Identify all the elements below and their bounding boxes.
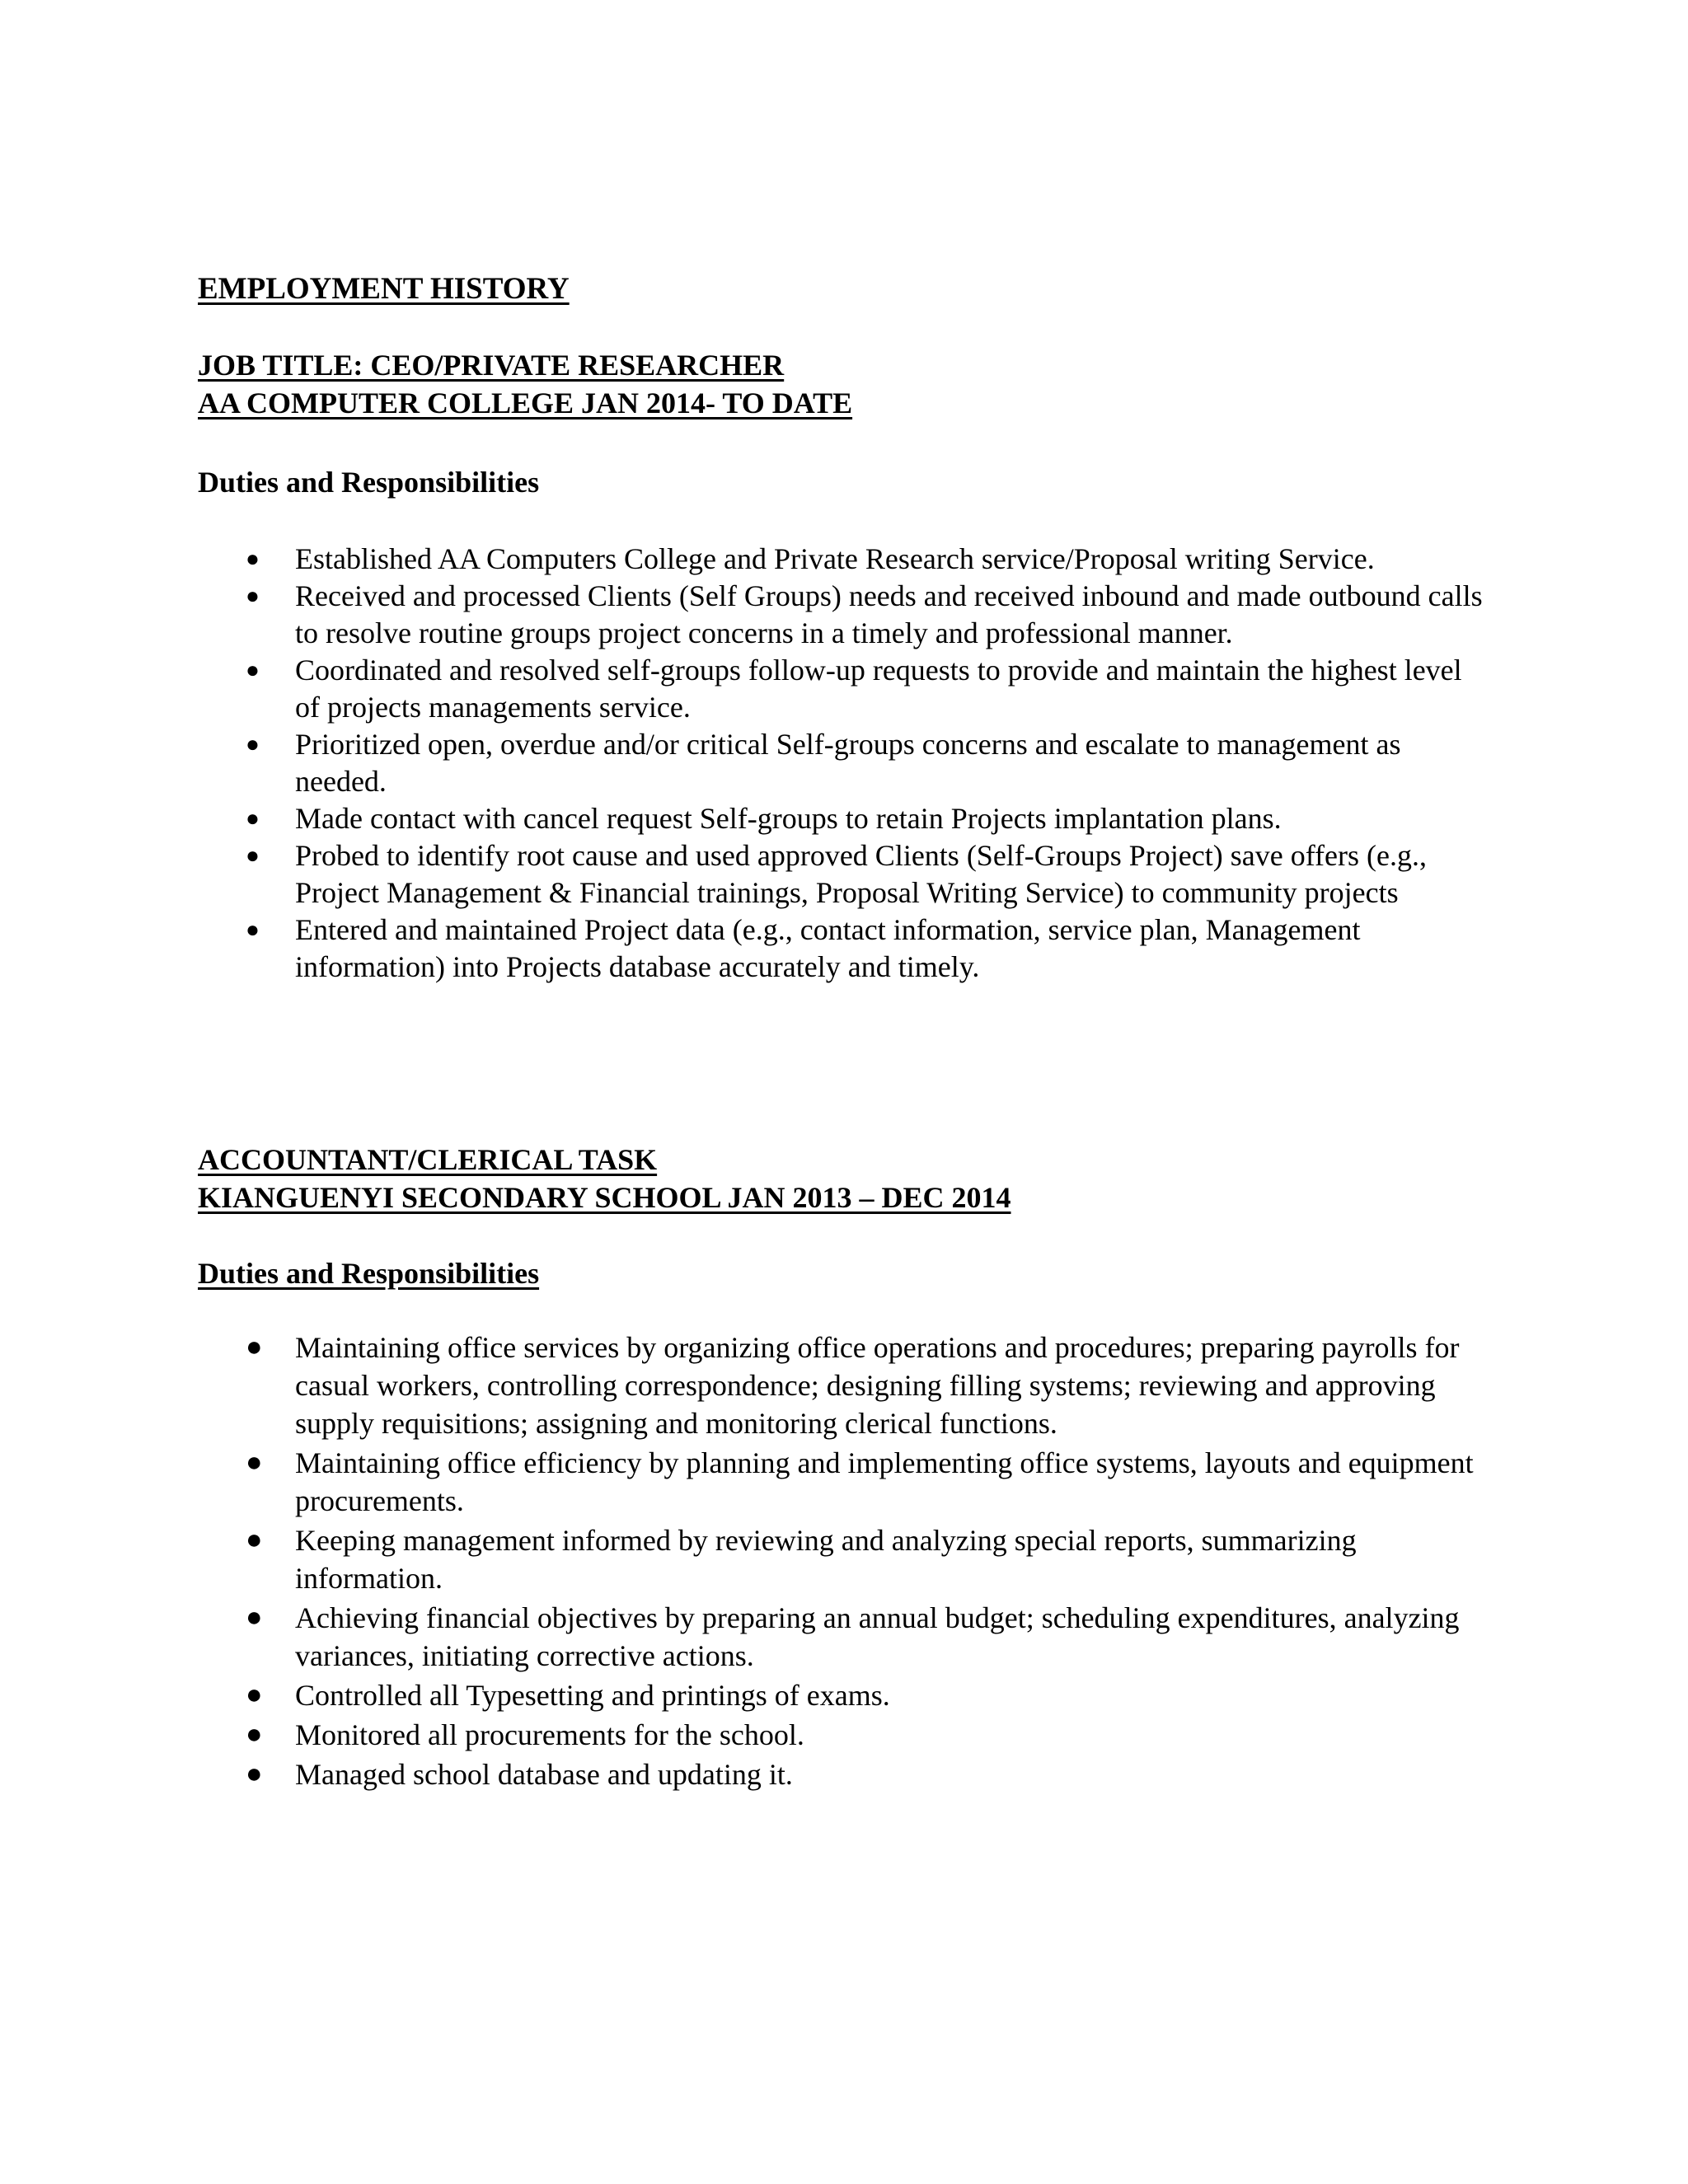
duty-text: Coordinated and resolved self-groups follow-up requests to provide and maintain the highest level of projects managements service. — [295, 654, 1462, 724]
list-item — [198, 800, 1484, 837]
bullet-icon: ● — [246, 1759, 263, 1789]
job-1-title: JOB TITLE: CEO/PRIVATE RESEARCHER — [198, 349, 785, 382]
duty-text: Established AA Computers College and Private Research service/Proposal writing Service. — [295, 542, 1375, 575]
list-item — [198, 912, 1484, 986]
bullet-icon: ● — [246, 583, 260, 609]
duty-text: Entered and maintained Project data (e.g., contact information, service plan, Management information) into Projects database accurately and timely. — [295, 913, 1361, 983]
list-item — [198, 1755, 1484, 1793]
list-item — [198, 578, 1484, 652]
bullet-icon: ● — [246, 1447, 263, 1478]
list-item — [198, 541, 1484, 578]
duty-text: Maintaining office services by organizing office operations and procedures; preparing payrolls for casual workers, controlling correspondence; designing filling systems; reviewing and approving supply requisitions; assigning and monitoring clerical functions. — [295, 1331, 1460, 1440]
bullet-icon: ● — [246, 658, 260, 683]
duty-text: Keeping management informed by reviewing and analyzing special reports, summarizing information. — [295, 1524, 1357, 1595]
duty-text: Made contact with cancel request Self-groups to retain Projects implantation plans. — [295, 802, 1282, 835]
bullet-icon: ● — [246, 806, 260, 832]
duty-text: Achieving financial objectives by preparing an annual budget; scheduling expenditures, analyzing variances, initiating corrective actions. — [295, 1601, 1460, 1672]
duty-text: Controlled all Typesetting and printings of exams. — [295, 1679, 890, 1712]
job-2-employer: KIANGUENYI SECONDARY SCHOOL JAN 2013 – DEC 2014 — [198, 1181, 1011, 1214]
list-item — [198, 1599, 1484, 1675]
job-1-duties-list — [198, 541, 1484, 986]
job-1-employer: AA COMPUTER COLLEGE JAN 2014- TO DATE — [198, 387, 853, 419]
duty-text: Monitored all procurements for the school. — [295, 1718, 804, 1751]
bullet-icon: ● — [246, 1719, 263, 1750]
list-item — [198, 1444, 1484, 1520]
duty-text: Maintaining office efficiency by planning and implementing office systems, layouts and equipment procurements. — [295, 1446, 1474, 1517]
bullet-icon: ● — [246, 1602, 263, 1633]
job-2-duties-heading: Duties and Responsibilities — [198, 1257, 540, 1290]
bullet-icon: ● — [246, 1332, 263, 1362]
list-item — [198, 1521, 1484, 1597]
duty-text: Received and processed Clients (Self Groups) needs and received inbound and made outbound calls to resolve routine groups project concerns in a timely and professional manner. — [295, 579, 1483, 649]
bullet-icon: ● — [246, 732, 260, 757]
list-item — [198, 837, 1484, 912]
list-item — [198, 1329, 1484, 1442]
duty-text: Probed to identify root cause and used approved Clients (Self-Groups Project) save offers (e.g., Project Management & Financial trainings, Proposal Writing Service) to community projects — [295, 839, 1427, 909]
list-item — [198, 1676, 1484, 1714]
bullet-icon: ● — [246, 843, 260, 869]
job-1-duties-heading: Duties and Responsibilities — [198, 466, 540, 499]
duty-text: Prioritized open, overdue and/or critical Self-groups concerns and escalate to management as needed. — [295, 728, 1401, 798]
job-2-title: ACCOUNTANT/CLERICAL TASK — [198, 1143, 658, 1176]
bullet-icon: ● — [246, 1680, 263, 1710]
bullet-icon: ● — [246, 1525, 263, 1555]
employment-history-heading: EMPLOYMENT HISTORY — [198, 272, 570, 306]
duty-text: Managed school database and updating it. — [295, 1758, 793, 1791]
list-item — [198, 1716, 1484, 1754]
bullet-icon: ● — [246, 917, 260, 943]
list-item — [198, 652, 1484, 726]
bullet-icon: ● — [246, 546, 260, 572]
list-item — [198, 726, 1484, 800]
job-2-duties-list — [198, 1329, 1484, 1795]
